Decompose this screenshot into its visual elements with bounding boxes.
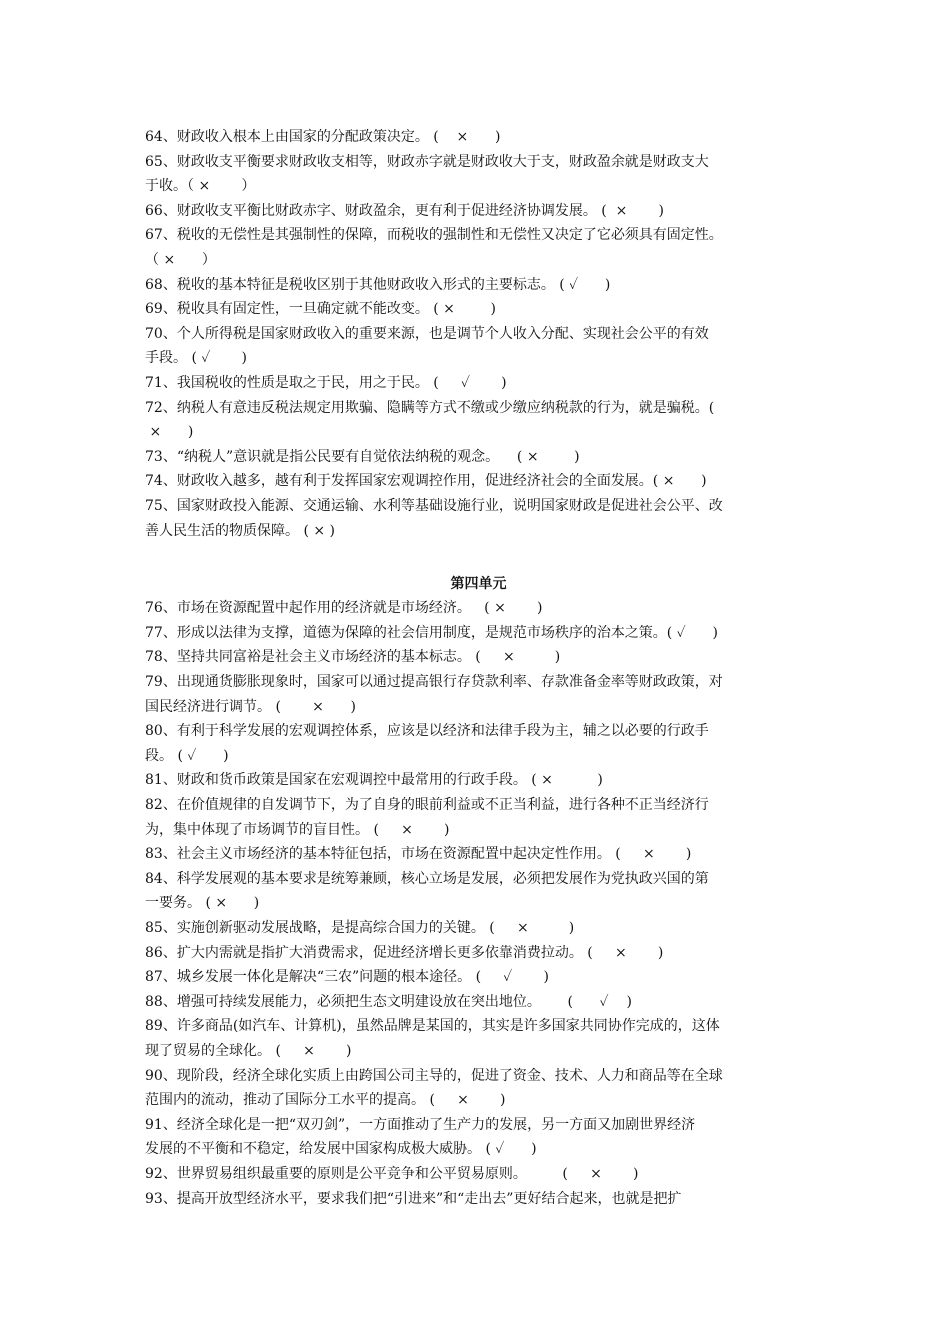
question-line: 段。 ( ✓ ) [145,747,229,764]
question-line: 90、现阶段，经济全球化实质上由跨国公司主导的，促进了资金、技术、人力和商品等在全球 [145,1067,723,1084]
question-line: 69、税收具有固定性，一旦确定就不能改变。 ( × ) [145,301,496,318]
question-line: 67、税收的无偿性是其强制性的保障，而税收的强制性和无偿性又决定了它必须具有固定性。 [145,227,723,244]
section-title: 第四单元 [450,575,507,592]
question-line: × ) [145,424,194,441]
question-item [145,645,812,670]
question-line: 66、财政收支平衡比财政赤字、财政盈余，更有利于促进经济协调发展。 ( × ) [145,202,664,219]
question-line: 善人民生活的物质保障。 ( × ) [145,522,336,539]
question-line: 65、财政收支平衡要求财政收支相等，财政赤字就是财政收大于支，财政盈余就是财政支大 [145,153,709,170]
question-item [145,621,812,646]
question-item [145,867,812,916]
question-item [145,150,812,199]
question-line: （ × ） [145,251,216,268]
question-item [145,842,812,867]
question-item [145,596,812,621]
question-line: 国民经济进行调节。 ( × ) [145,698,356,715]
question-line: 现了贸易的全球化。 ( × ) [145,1042,352,1059]
question-item [145,273,812,298]
question-line: 72、纳税人有意违反税法规定用欺骗、隐瞒等方式不缴或少缴应纳税款的行为，就是骗税。( [145,399,715,416]
question-item [145,793,812,842]
question-list-unit-3 [145,125,812,543]
question-line: 88、增强可持续发展能力，必须把生态文明建设放在突出地位。 ( ✓ ) [145,993,632,1010]
question-line: 74、财政收入越多，越有利于发挥国家宏观调控作用，促进经济社会的全面发展。( × ) [145,473,707,490]
question-item [145,494,812,543]
question-line: 73、“纳税人”意识就是指公民要有自觉依法纳税的观念。 ( × ) [145,448,580,465]
question-line: 于收。（ × ） [145,178,256,195]
question-line: 76、市场在资源配置中起作用的经济就是市场经济。 ( × ) [145,600,543,617]
question-list-unit-4 [145,596,812,1211]
question-item [145,469,812,494]
question-line: 手段。 ( ✓ ) [145,350,248,367]
question-line: 80、有利于科学发展的宏观调控体系，应该是以经济和法律手段为主，辅之以必要的行政手 [145,723,709,740]
question-item [145,1064,812,1113]
question-item [145,965,812,990]
question-item [145,916,812,941]
question-line: 78、坚持共同富裕是社会主义市场经济的基本标志。 ( × ) [145,649,561,666]
question-line: 77、形成以法律为支撑，道德为保障的社会信用制度，是规范市场秩序的治本之策。( ✓ ) [145,624,718,641]
question-line: 68、税收的基本特征是税收区别于其他财政收入形式的主要标志。 ( ✓ ) [145,276,611,293]
question-item [145,1113,812,1162]
question-item [145,768,812,793]
question-line: 86、扩大内需就是指扩大消费需求，促进经济增长更多依靠消费拉动。 ( × ) [145,944,664,961]
question-item [145,396,812,445]
question-item [145,223,812,272]
question-item [145,1014,812,1063]
question-line: 范围内的流动，推动了国际分工水平的提高。 ( × ) [145,1092,506,1109]
question-line: 64、财政收入根本上由国家的分配政策决定。 ( × ) [145,129,501,145]
question-item [145,1187,812,1212]
question-line: 84、科学发展观的基本要求是统筹兼顾，核心立场是发展，必须把发展作为党执政兴国的第 [145,870,709,887]
section-gap [145,543,812,568]
question-line: 89、许多商品(如汽车、计算机)，虽然品牌是某国的，其实是许多国家共同协作完成的，这体 [145,1018,720,1035]
question-line: 75、国家财政投入能源、交通运输、水利等基础设施行业，说明国家财政是促进社会公平、改 [145,497,723,514]
question-line: 83、社会主义市场经济的基本特征包括，市场在资源配置中起决定性作用。 ( × ) [145,846,692,863]
question-line: 85、实施创新驱动发展战略，是提高综合国力的关键。 ( × ) [145,920,575,936]
question-line: 发展的不平衡和不稳定，给发展中国家构成极大威胁。 ( ✓ ) [145,1141,537,1158]
question-line: 一要务。 ( × ) [145,895,260,912]
question-line: 93、提高开放型经济水平，要求我们把“引进来”和“走出去”更好结合起来，也就是把扩 [145,1190,682,1207]
question-item [145,322,812,371]
question-item [145,445,812,470]
question-item [145,371,812,396]
document-body [145,125,812,1211]
question-line: 为，集中体现了市场调节的盲目性。 ( × ) [145,821,450,838]
question-line: 71、我国税收的性质是取之于民，用之于民。 ( ✓ ) [145,374,507,391]
question-line: 87、城乡发展一体化是解决“三农”问题的根本途径。 ( ✓ ) [145,969,549,986]
question-line: 91、经济全球化是一把“双刃剑”，一方面推动了生产力的发展，另一方面又加剧世界经济 [145,1116,696,1133]
question-item [145,719,812,768]
question-line: 79、出现通货膨胀现象时，国家可以通过提高银行存贷款利率、存款准备金率等财政政策，对 [145,674,723,691]
question-item [145,1162,812,1187]
question-item [145,297,812,322]
question-line: 82、在价值规律的自发调节下，为了自身的眼前利益或不正当利益，进行各种不正当经济行 [145,797,709,814]
question-item [145,125,812,150]
question-line: 92、世界贸易组织最重要的原则是公平竞争和公平贸易原则。 ( × ) [145,1165,639,1182]
question-item [145,990,812,1015]
question-item [145,941,812,966]
question-line: 81、财政和货币政策是国家在宏观调控中最常用的行政手段。 ( × ) [145,772,603,789]
question-item [145,199,812,224]
question-item [145,670,812,719]
question-line: 70、个人所得税是国家财政收入的重要来源，也是调节个人收入分配、实现社会公平的有效 [145,325,709,342]
